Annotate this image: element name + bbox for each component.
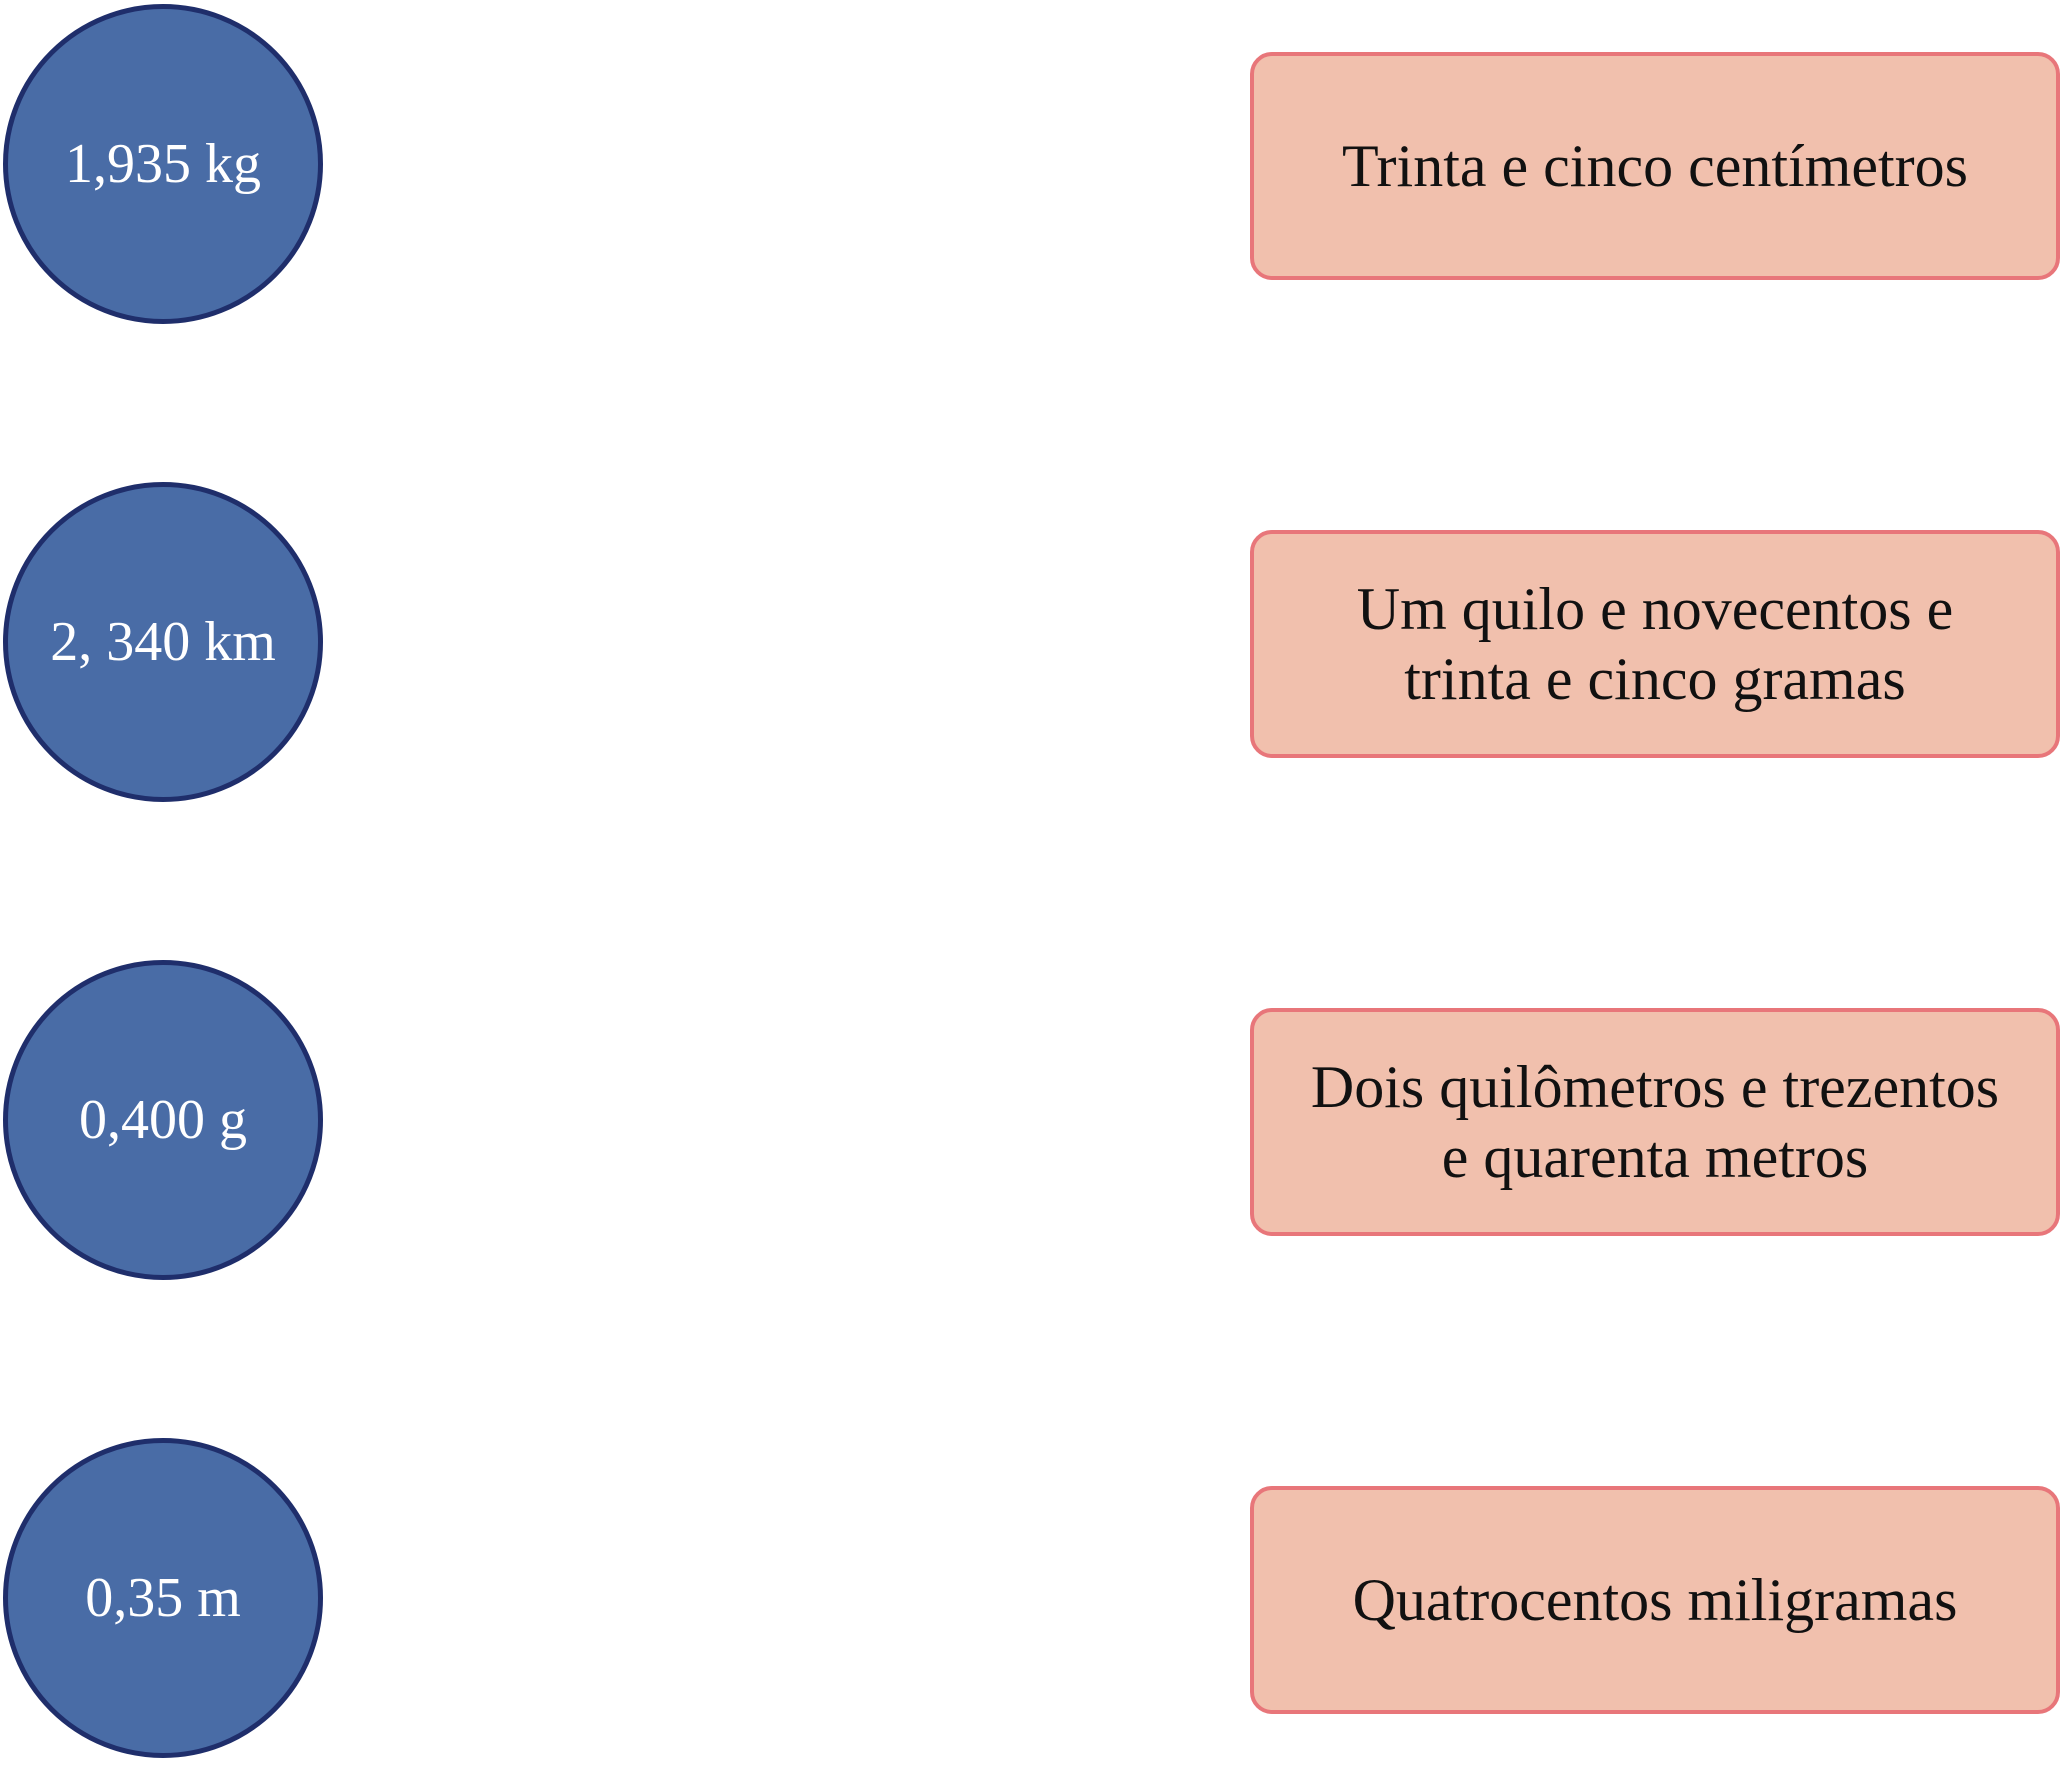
description-card[interactable] bbox=[1250, 530, 2060, 758]
description-card[interactable] bbox=[1250, 1486, 2060, 1714]
value-label: 2, 340 km bbox=[50, 611, 276, 673]
description-card[interactable] bbox=[1250, 52, 2060, 280]
value-circle[interactable] bbox=[3, 1438, 323, 1758]
value-circle[interactable] bbox=[3, 4, 323, 324]
value-label: 0,35 m bbox=[85, 1567, 241, 1629]
value-circle[interactable] bbox=[3, 960, 323, 1280]
description-text: Dois quilômetros e trezentos bbox=[1310, 1054, 2000, 1120]
description-text: Um quilo e novecentos e bbox=[1356, 576, 1954, 642]
value-label: 1,935 kg bbox=[65, 133, 261, 195]
description-text: e quarenta metros bbox=[1441, 1124, 1869, 1190]
value-label: 0,400 g bbox=[79, 1089, 247, 1151]
description-text: trinta e cinco gramas bbox=[1404, 646, 1906, 712]
value-circle[interactable] bbox=[3, 482, 323, 802]
description-text: Trinta e cinco centímetros bbox=[1342, 133, 1968, 199]
description-text: Quatrocentos miligramas bbox=[1352, 1567, 1958, 1633]
description-card[interactable] bbox=[1250, 1008, 2060, 1236]
